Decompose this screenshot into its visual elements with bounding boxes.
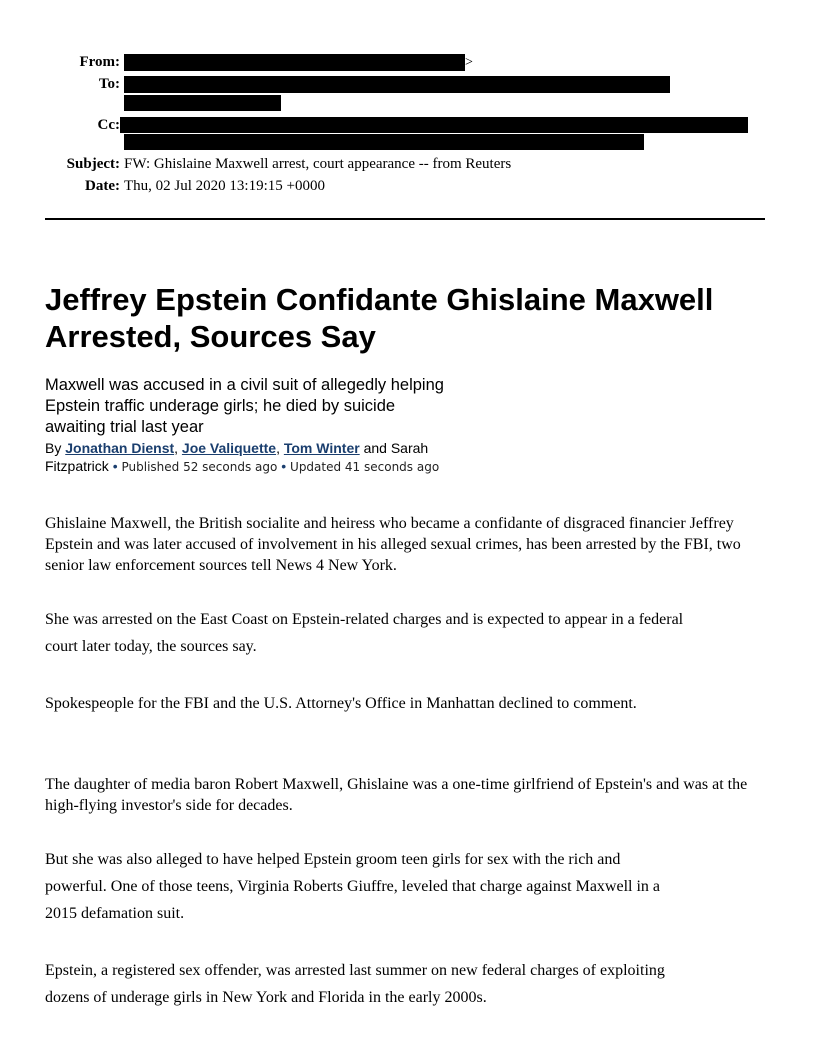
article-paragraph: Spokespeople for the FBI and the U.S. Attorney's Office in Manhattan declined to comment. xyxy=(45,695,637,712)
date-label: Date: xyxy=(85,178,120,194)
byline-author4: Fitzpatrick xyxy=(45,458,109,474)
updated-time: Updated 41 seconds ago xyxy=(290,460,440,474)
article-paragraph: The daughter of media baron Robert Maxwell, Ghislaine was a one-time girlfriend of Epstein's and was at the high-flying investor's side for decades. xyxy=(45,776,748,814)
from-label: From: xyxy=(79,54,120,70)
article-byline: By Jonathan Dienst, Joe Valiquette, Tom Winter and Sarah Fitzpatrick • Published 52 seconds ago • Updated 41 seconds ago xyxy=(45,440,440,474)
bullet-separator: • xyxy=(281,458,287,474)
to-redaction-line1 xyxy=(124,76,670,93)
author-link-dienst[interactable]: Jonathan Dienst xyxy=(65,440,175,456)
cc-redaction-line2 xyxy=(124,134,644,150)
byline-by: By xyxy=(45,440,62,456)
subject-label: Subject: xyxy=(66,156,120,172)
cc-label: Cc: xyxy=(97,117,120,133)
author-link-winter[interactable]: Tom Winter xyxy=(283,440,360,456)
subject-value: FW: Ghislaine Maxwell arrest, court appearance -- from Reuters xyxy=(124,156,512,172)
byline-and: and Sarah xyxy=(363,440,429,456)
article-paragraph: But she was also alleged to have helped Epstein groom teen girls for sex with the rich and powerful. One of those teens, Virginia Roberts Giuffre, leveled that charge against Maxwell in a 2015 defamation suit. xyxy=(45,851,661,922)
to-redaction-line2 xyxy=(124,95,281,111)
from-trailing: > xyxy=(465,55,473,70)
from-redaction xyxy=(124,54,465,71)
bullet-separator: • xyxy=(112,458,118,474)
article-paragraph: She was arrested on the East Coast on Epstein-related charges and is expected to appear in a federal court later today, the sources say. xyxy=(45,611,684,655)
to-label: To: xyxy=(98,76,120,92)
published-time: Published 52 seconds ago xyxy=(121,460,278,474)
header-divider xyxy=(45,218,765,220)
author-link-valiquette[interactable]: Joe Valiquette xyxy=(181,440,277,456)
article-paragraph: Epstein, a registered sex offender, was arrested last summer on new federal charges of exploiting dozens of underage girls in New York and Florida in the early 2000s. xyxy=(45,962,665,1006)
cc-redaction-line1 xyxy=(120,117,748,133)
date-value: Thu, 02 Jul 2020 13:19:15 +0000 xyxy=(124,178,325,194)
article-headline: Jeffrey Epstein Confidante Ghislaine Maxwell Arrested, Sources Say xyxy=(45,282,714,354)
article-paragraph: Ghislaine Maxwell, the British socialite and heiress who became a confidante of disgraced financier Jeffrey Epstein and was later accused of involvement in his alleged sexual crimes, has been arrested by the FBI, two senior law enforcement sources tell News 4 New York. xyxy=(45,515,741,574)
article-dek: Maxwell was accused in a civil suit of allegedly helping Epstein traffic underage girls; he died by suicide awaiting trial last year xyxy=(45,376,444,436)
